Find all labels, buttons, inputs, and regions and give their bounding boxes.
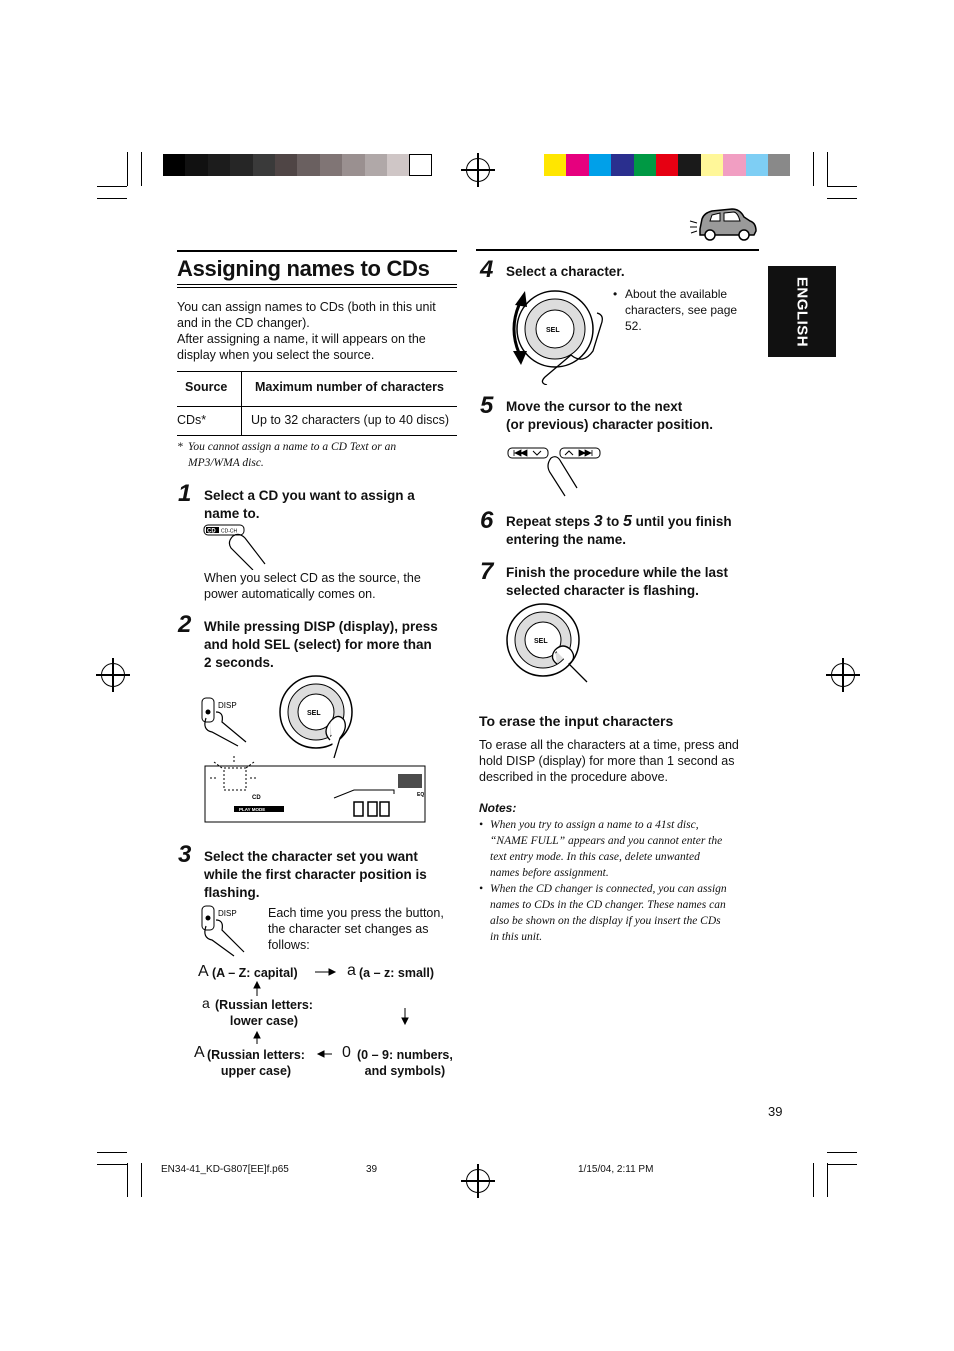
header-rule-right <box>476 249 759 251</box>
gray-bar <box>275 154 297 176</box>
erase-text: To erase all the characters at a time, press and hold DISP (display) for more than 1 second as described in the procedure above. <box>479 738 739 784</box>
gray-bar <box>185 154 207 176</box>
step-number-5: 5 <box>480 392 494 419</box>
table-footnote-mark: * <box>177 441 183 453</box>
color-bar <box>656 154 678 176</box>
color-bar <box>611 154 633 176</box>
step-number-7: 7 <box>480 558 494 585</box>
sel-knob-illustration-7 <box>505 602 595 686</box>
color-bar <box>634 154 656 176</box>
step-number-6: 6 <box>480 507 494 534</box>
spec-table <box>177 371 457 436</box>
language-tab <box>768 266 836 357</box>
note-bullet-1: • <box>479 819 484 831</box>
color-bar <box>723 154 745 176</box>
note-bullet-2: • <box>479 883 484 895</box>
gray-bar <box>320 154 342 176</box>
cd-button-illustration <box>203 524 269 570</box>
sel-knob-label-7: SEL <box>534 638 548 645</box>
color-bar <box>678 154 700 176</box>
cd-button-label: CD <box>207 528 216 535</box>
ru-lower-glyph-icon: a <box>202 995 210 1011</box>
language-tab-label: ENGLISH <box>793 276 811 347</box>
color-bar <box>701 154 723 176</box>
disp-button-illustration <box>198 674 260 748</box>
footer-file: EN34-41_KD-G807[EE]f.p65 <box>161 1164 289 1175</box>
sel-knob-label-4: SEL <box>546 327 560 334</box>
sel-knob-label-2: SEL <box>307 710 321 717</box>
title-rule-1 <box>177 284 457 285</box>
step-text-5: Move the cursor to the next (or previous) character position. <box>506 399 714 432</box>
charset-small: (a – z: small) <box>359 966 435 980</box>
disp-button-illustration-3 <box>198 900 258 958</box>
gray-bar <box>208 154 230 176</box>
sel-knob-illustration-2 <box>278 674 360 760</box>
table-header-max: Maximum number of characters <box>255 380 444 394</box>
disp-button-label-2: DISP <box>218 701 237 710</box>
display-play-mode: PLAY MODE <box>239 807 266 812</box>
step-note-4-bullet: • <box>613 287 618 301</box>
step-text-6: Repeat steps 3 to 5 until you finish entering the name. <box>506 513 732 547</box>
display-eq: EQ <box>417 792 425 798</box>
display-source: CD <box>252 795 261 801</box>
footer-page: 39 <box>366 1164 378 1175</box>
gray-bar <box>163 154 185 176</box>
ru-upper-glyph-icon: A <box>194 1044 205 1061</box>
charset-capital: (A – Z: capital) <box>212 966 298 980</box>
cursor-buttons-illustration <box>507 444 603 500</box>
small-glyph-icon: a <box>347 962 356 979</box>
gray-bar <box>230 154 252 176</box>
gray-bar <box>387 154 409 176</box>
gray-bar <box>253 154 275 176</box>
charset-cycle-diagram <box>194 962 467 1082</box>
intro-text: You can assign names to CDs (both in this unit and in the CD changer). After assigning a name, it will appears on the display when you select the source. <box>177 300 436 362</box>
page-title: Assigning names to CDs <box>177 256 430 281</box>
step-note-4: About the available characters, see page 52. <box>625 287 738 333</box>
svg-text:CD-CH: CD-CH <box>221 528 238 535</box>
gray-bar <box>365 154 387 176</box>
color-bar <box>544 154 566 176</box>
gray-bar <box>297 154 319 176</box>
color-bar <box>566 154 588 176</box>
charset-numbers: (0 – 9: numbers, and symbols) <box>357 1048 453 1078</box>
note-item-1: When you try to assign a name to a 41st disc, “NAME FULL” appears and you cannot enter the text entry mode. In this case, delete unwanted names before assignment. <box>490 819 723 879</box>
step-text-3: Select the character set you want while the first character position is flashing. <box>204 849 427 900</box>
title-rule-top <box>177 250 457 252</box>
step-number-2: 2 <box>178 611 192 638</box>
gray-bar <box>409 154 431 176</box>
footer-date: 1/15/04, 2:11 PM <box>578 1164 654 1175</box>
unit-display-illustration <box>204 754 426 824</box>
step-text-7: Finish the procedure while the last selected character is flashing. <box>506 565 729 598</box>
table-cell-source: CDs* <box>177 407 242 435</box>
color-bar <box>589 154 611 176</box>
color-bar <box>768 154 790 176</box>
disp-button-label-3: DISP <box>218 909 237 918</box>
step-text-4: Select a character. <box>506 264 625 279</box>
numbers-glyph-icon: 0 <box>342 1044 351 1061</box>
step-text-1: Select a CD you want to assign a name to. <box>204 488 415 521</box>
charset-arrows <box>197 962 467 1082</box>
gray-bar <box>342 154 364 176</box>
table-cell-max: Up to 32 characters (up to 40 discs) <box>251 413 450 427</box>
car-icon <box>688 201 760 245</box>
color-bar <box>746 154 768 176</box>
step-note-3: Each time you press the button, the character set changes as follows: <box>268 906 444 952</box>
sel-knob-illustration-4 <box>505 285 618 385</box>
note-item-2: When the CD changer is connected, you can assign names to CDs in the CD changer. These names can also be shown on the display if you insert the CDs in this unit. <box>490 883 727 943</box>
erase-heading: To erase the input characters <box>479 713 674 729</box>
step-number-4: 4 <box>480 256 494 283</box>
table-footnote: You cannot assign a name to a CD Text or an MP3/WMA disc. <box>188 441 397 469</box>
title-rule-2 <box>177 287 457 288</box>
capital-glyph-icon: A <box>198 963 209 980</box>
step-note-1: When you select CD as the source, the power automatically comes on. <box>204 571 421 601</box>
page-number: 39 <box>768 1104 783 1119</box>
step-number-3: 3 <box>178 841 192 868</box>
table-header-source: Source <box>177 372 242 406</box>
charset-ru-lower: (Russian letters: lower case) <box>215 998 313 1028</box>
charset-ru-upper: (Russian letters: upper case) <box>207 1048 305 1078</box>
step-number-1: 1 <box>178 480 192 507</box>
step-text-2: While pressing DISP (display), press and hold SEL (select) for more than 2 seconds. <box>204 619 438 670</box>
notes-heading: Notes: <box>479 801 517 815</box>
